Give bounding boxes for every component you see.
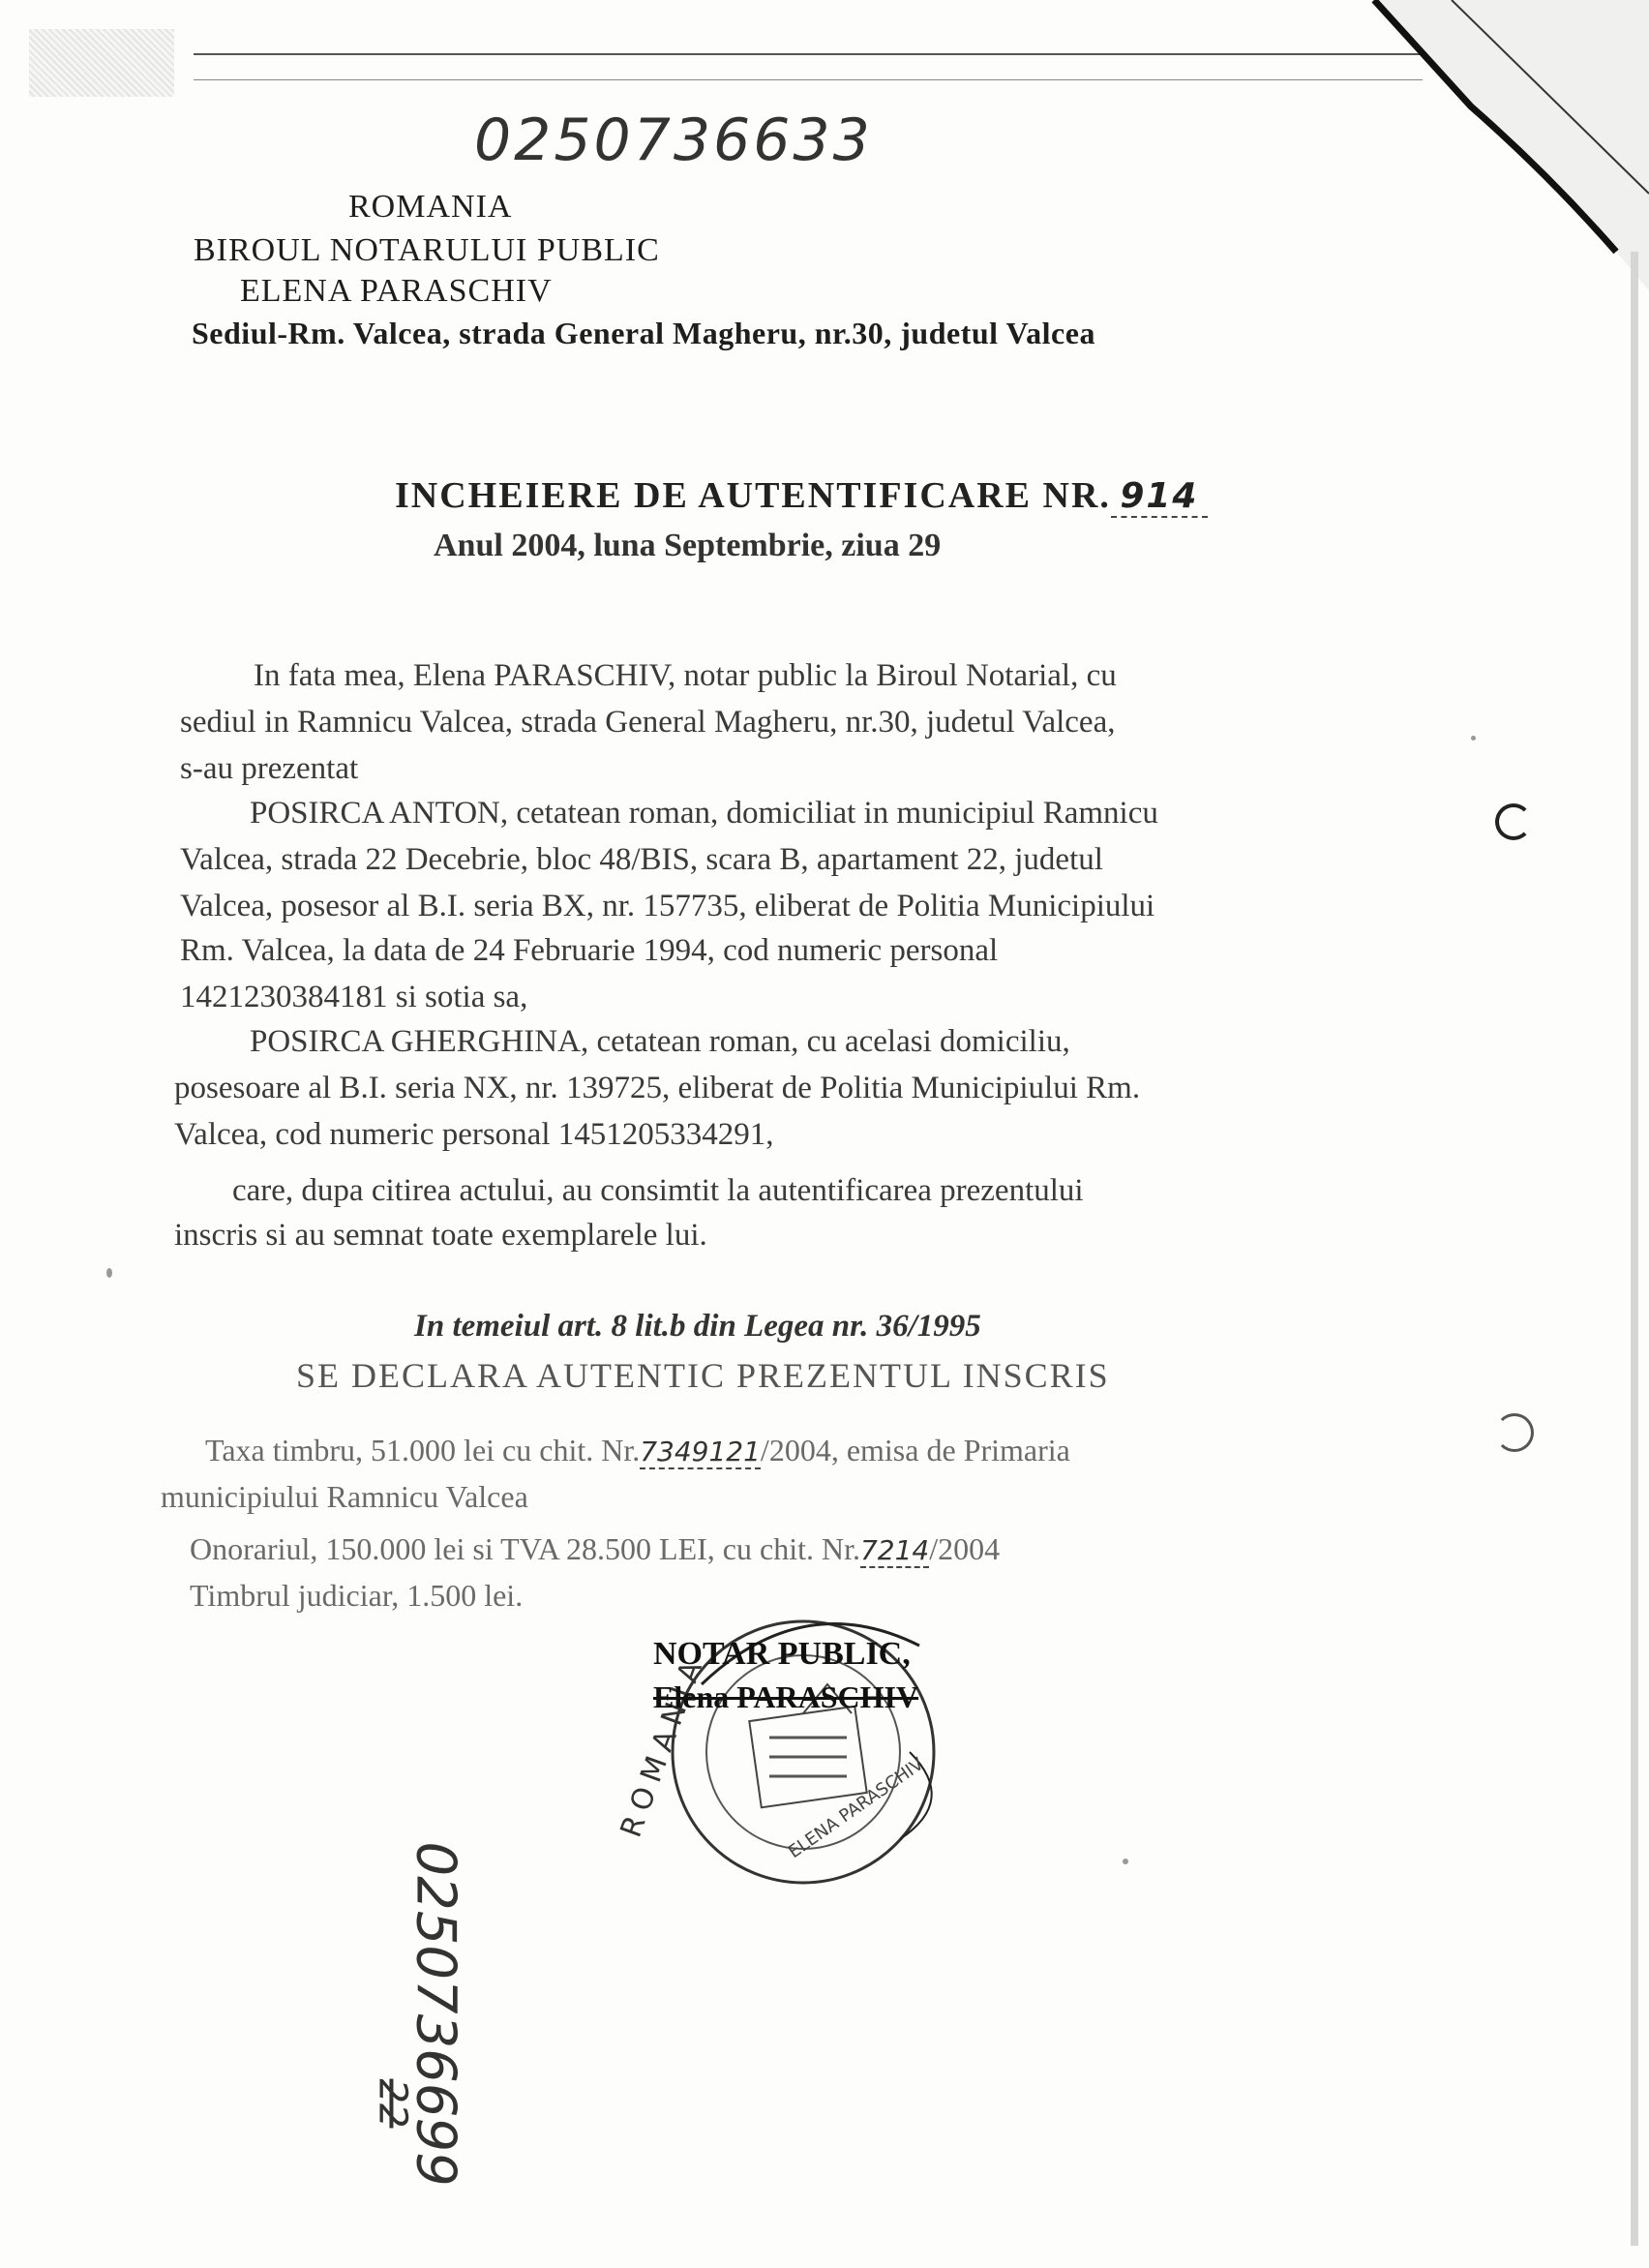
body-line-4: POSIRCA ANTON, cetatean roman, domiciliat in municipiul Ramnicu [250,796,1158,831]
title-label: INCHEIERE DE AUTENTIFICARE NR. [395,475,1111,516]
stamp-tax-line-2: municipiului Ramnicu Valcea [161,1479,528,1514]
seal-notary-name: Elena PARASCHIV [653,1679,919,1714]
handwritten-number: 0250736633 [474,106,873,174]
notary-seal [610,1568,1016,1897]
header-country: ROMANIA [348,189,513,225]
fee-suffix: /2004 [929,1531,1001,1566]
fee-line [190,1531,1000,1568]
body-line-7: Rm. Valcea, la data de 24 Februarie 1994, cod numeric personal [180,933,999,968]
seal-graphic [610,1568,1016,1897]
body-line-9: POSIRCA GHERGHINA, cetatean roman, cu acelasi domiciliu, [250,1024,1070,1059]
margin-number: 0250736699 [404,1841,467,2187]
stamp-tax-receipt: 7349121 [640,1436,761,1467]
body-line-8: 1421230384181 si sotia sa, [180,980,528,1014]
title-number: 914 [1111,476,1208,518]
legal-basis: In temeiul art. 8 lit.b din Legea nr. 36/1995 [414,1309,981,1344]
stamp-tax-line [205,1433,1070,1469]
judicial-stamp-line: Timbrul judiciar, 1.500 lei. [190,1578,524,1613]
body-line-13: inscris si au semnat toate exemplarele lui. [174,1218,707,1253]
scan-dot-2 [1123,1859,1128,1864]
document-title [395,474,1208,518]
date-line: Anul 2004, luna Septembrie, ziua 29 [434,528,942,563]
body-line-6: Valcea, posesor al B.I. seria BX, nr. 157735, eliberat de Politia Municipiului [180,889,1155,923]
body-line-1: In fata mea, Elena PARASCHIV, notar public la Biroul Notarial, cu [254,658,1117,693]
seal-ring-text-2: ELENA PARASCHIV [784,1753,928,1863]
margin-crossed: 22 [370,2078,415,2129]
fee-receipt: 7214 [859,1534,930,1566]
header-address: Sediul-Rm. Valcea, strada General Magheru, nr.30, judetul Valcea [192,316,1095,350]
right-shadow [1631,252,1638,2246]
body-line-11: Valcea, cod numeric personal 1451205334291, [174,1117,774,1152]
body-line-2: sediul in Ramnicu Valcea, strada General Magheru, nr.30, judetul Valcea, [180,705,1116,740]
top-rule-2 [194,79,1423,80]
scan-dot-1 [106,1268,112,1278]
header-notary: ELENA PARASCHIV [240,273,553,309]
stamp-tax-text: Taxa timbru, 51.000 lei cu chit. Nr. [205,1433,641,1467]
folded-corner [1355,0,1649,290]
body-line-5: Valcea, strada 22 Decebrie, bloc 48/BIS, scara B, apartament 22, judetul [180,842,1103,877]
seal-ring-text: ROMANIA [614,1649,712,1842]
left-noise [29,29,174,97]
fee-text: Onorariul, 150.000 lei si TVA 28.500 LEI, cu chit. Nr. [190,1531,860,1566]
punch-mark-1 [1495,803,1532,840]
top-rule [194,53,1452,55]
handwritten-margin [368,1841,542,2255]
scan-dot-3 [1471,736,1476,741]
seal-notary-label: NOTAR PUBLIC, [653,1636,911,1672]
body-line-12: care, dupa citirea actului, au consimtit la autentificarea prezentului [232,1173,1084,1208]
body-line-3: s-au prezentat [180,751,359,786]
body-line-10: posesoare al B.I. seria NX, nr. 139725, eliberat de Politia Municipiului Rm. [174,1071,1141,1105]
punch-mark-2 [1495,1413,1534,1452]
header-office: BIROUL NOTARULUI PUBLIC [194,232,660,268]
legal-declaration: SE DECLARA AUTENTIC PREZENTUL INSCRIS [296,1356,1110,1395]
stamp-tax-suffix: /2004, emisa de Primaria [760,1433,1070,1467]
